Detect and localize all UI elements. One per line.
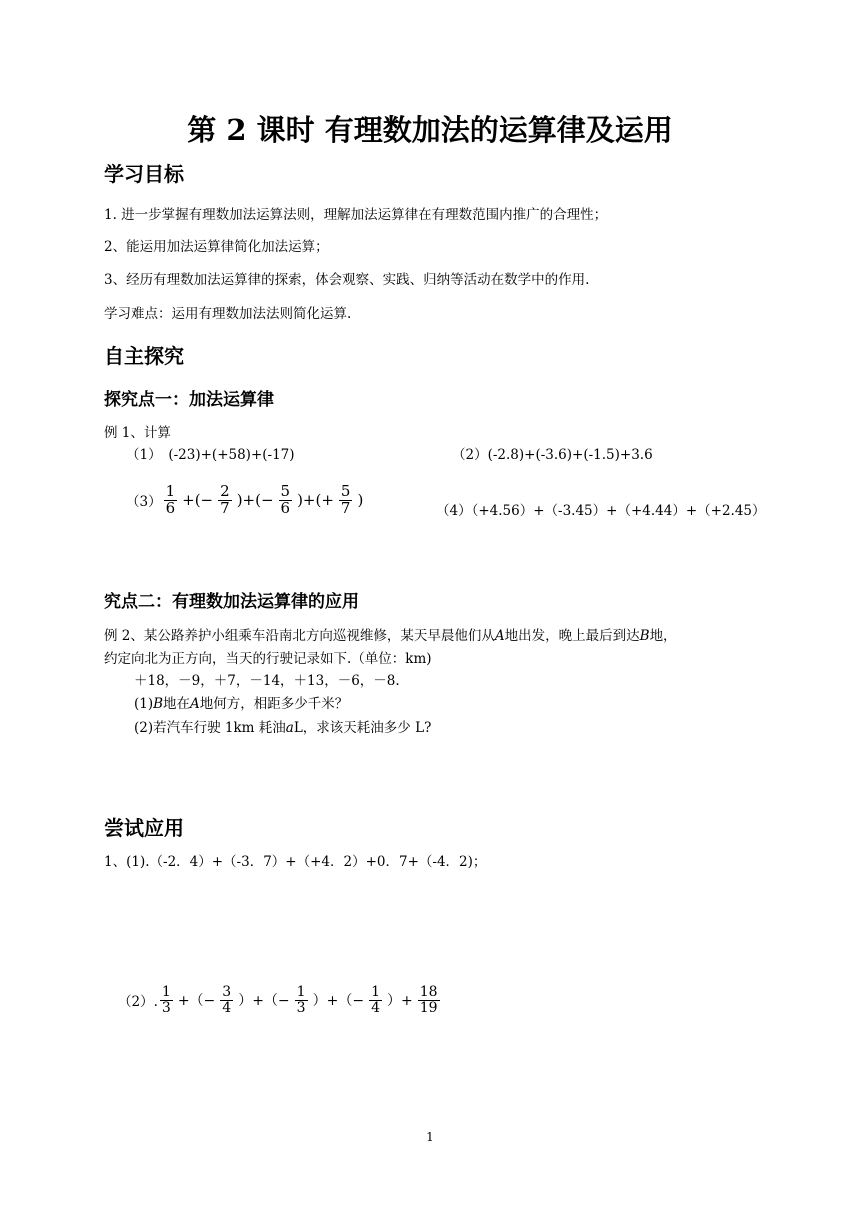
numerator: 5	[340, 482, 351, 500]
text: 地在	[163, 696, 191, 712]
var-a-lower: a	[285, 720, 294, 736]
numerator: 2	[220, 482, 230, 500]
denominator: 6	[280, 498, 291, 517]
numerator: 1	[296, 984, 306, 1000]
learning-difficulty: 学习难点：运用有理数加法法则简化运算.	[104, 306, 352, 322]
numerator: 1	[371, 984, 380, 1000]
example-1-q3: （3） $\frac{1}{6}$ +(− $\frac{2}{7}$ )+(− $\frac{5}{6}$ )+(+ $\frac{5}{7}$ )	[126, 482, 364, 517]
denominator: 3	[296, 999, 306, 1016]
example-2-q1	[134, 692, 348, 712]
example-1-q4: （4）（+4.56）+（-3.45）+（+4.44）+（+2.45）	[436, 503, 766, 519]
denominator: 4	[222, 999, 232, 1016]
fraction	[164, 484, 178, 517]
example-2-line2: 约定向北为正方向，当天的行驶记录如下.（单位：km)	[104, 651, 432, 667]
explore-point-2: 究点二：有理数加法运算律的应用	[104, 592, 359, 612]
section-heading-goals: 学习目标	[104, 162, 184, 186]
example-2-q2	[134, 716, 431, 736]
fraction	[339, 484, 353, 517]
example-1-label: 例 1、计算	[104, 425, 171, 441]
numerator: 5	[280, 482, 291, 500]
fraction	[295, 985, 308, 1015]
denominator: 7	[220, 498, 230, 517]
q2-label: （2）.	[118, 994, 158, 1011]
goal-item-3: 3、经历有理数加法运算律的探索，体会观察、实践、归纳等活动在数学中的作用.	[104, 272, 590, 288]
text: 地何方，相距多少千米？	[199, 696, 349, 712]
page-number: 1	[426, 1130, 434, 1144]
example-2-line1	[104, 624, 677, 644]
text: 例 2、某公路养护小组乘车沿南北方向巡视维修，某天早晨他们从	[104, 628, 495, 644]
fraction	[418, 985, 440, 1015]
explore-point-1: 探究点一：加法运算律	[104, 390, 274, 410]
numerator: 1	[161, 984, 171, 1000]
fraction	[369, 985, 382, 1015]
var-b: B	[153, 696, 164, 712]
denominator: 6	[165, 498, 176, 517]
text: (2)若汽车行驶 1km 耗油	[134, 720, 286, 736]
goal-item-2: 2、能运用加法运算律简化加法运算；	[104, 239, 329, 255]
fraction	[220, 985, 233, 1015]
text: (1)	[134, 696, 154, 712]
fraction	[160, 985, 173, 1015]
var-a: A	[494, 628, 505, 644]
apply-q2: （2）. $\frac{1}{3}$ +（− $\frac{3}{4}$ ）+（− $\frac{1}{3}$ ）+（− $\frac{1}{4}$ ）+ $\frac{18}{19}$	[118, 984, 438, 1016]
text: 地，	[649, 628, 677, 644]
text: L，求该天耗油多少 L?	[293, 720, 432, 736]
denominator: 3	[161, 999, 171, 1016]
fraction	[279, 484, 293, 517]
denominator: 7	[340, 498, 351, 517]
var-a: A	[190, 696, 200, 712]
page-title: 第 2 课时 有理数加法的运算律及运用	[187, 113, 673, 147]
var-b: B	[639, 628, 650, 644]
denominator: 19	[419, 999, 438, 1016]
example-1-q2: （2）(-2.8)+(-3.6)+(-1.5)+3.6	[452, 447, 653, 463]
numerator: 3	[222, 984, 232, 1000]
section-heading-explore: 自主探究	[104, 344, 184, 368]
denominator: 4	[371, 999, 380, 1016]
q3-label: （3）	[126, 494, 162, 511]
fraction	[218, 484, 232, 517]
goal-item-1: 1. 进一步掌握有理数加法运算法则，理解加法运算律在有理数范围内推广的合理性；	[104, 207, 608, 223]
example-2-data: ＋18，－9，＋7，－14，＋13，－6，－8.	[134, 673, 400, 689]
apply-q1: 1、(1).（-2．4）+（-3．7）+（+4．2）+0．7+（-4．2)；	[104, 854, 487, 870]
numerator: 18	[419, 984, 438, 1000]
example-1-q1: （1） (-23)+(+58)+(-17)	[126, 447, 295, 463]
text: 地出发，晚上最后到达	[504, 628, 640, 644]
numerator: 1	[165, 482, 176, 500]
section-heading-apply: 尝试应用	[104, 816, 184, 840]
